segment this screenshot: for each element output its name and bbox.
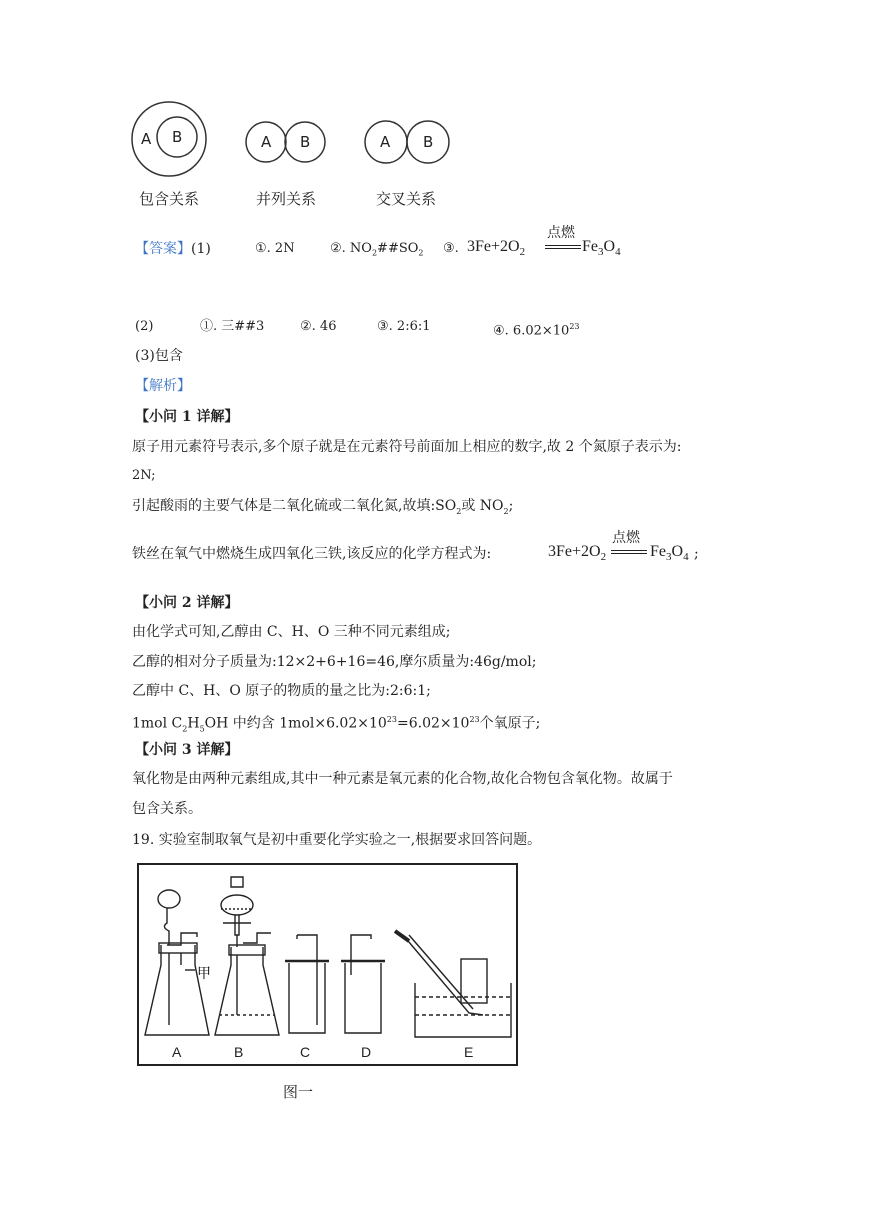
q1-line-2: 2N; (132, 468, 156, 483)
answer-p2-item1: ①. 三##3 (200, 319, 265, 334)
venn-parallel (246, 122, 325, 162)
answer-p2-item3: ③. 2:6:1 (377, 319, 431, 334)
venn-cross-b: B (423, 133, 434, 151)
q2-line-1: 由化学式可知,乙醇由 C、H、O 三种不同元素组成; (132, 624, 451, 640)
answer-p2-item4: ④. $6.02\times 10^{23}$ (493, 322, 580, 339)
venn-cross (365, 121, 449, 163)
apparatus-figure (137, 863, 518, 1066)
analysis-tag: 【解析】 (135, 378, 191, 394)
venn-cross-caption: 交叉关系 (376, 190, 437, 208)
q1-heading: 【小问 1 详解】 (135, 409, 239, 425)
equation-1-condition: 点燃 (547, 225, 575, 241)
label-A: A (172, 1044, 182, 1060)
equation-2-product: $Fe_3O_4$ (650, 543, 689, 564)
venn-include-a: A (141, 130, 152, 148)
venn-parallel-caption: 并列关系 (256, 190, 317, 208)
q3-line-2: 包含关系。 (132, 801, 202, 817)
answer-p2-label: (2) (135, 319, 154, 334)
equation-2-arrow (611, 550, 647, 554)
q2-heading: 【小问 2 详解】 (135, 595, 239, 611)
question-19-text: 19. 实验室制取氧气是初中重要化学实验之一,根据要求回答问题。 (132, 832, 542, 848)
q1-line-3: 引起酸雨的主要气体是二氧化硫或二氧化氮,故填$:SO_2$或 $NO_2$; (132, 498, 514, 516)
answer-line-1 (135, 239, 211, 259)
label-C: C (300, 1044, 311, 1060)
answer-p1-item2: ②. $NO_2\#\#SO_2$ (330, 241, 424, 258)
venn-include-caption: 包含关系 (139, 190, 200, 208)
answer-p1-item1: ①. 2N (255, 241, 295, 256)
q3-heading: 【小问 3 详解】 (135, 742, 239, 758)
equation-2-reactants: $3Fe+2O_2$ (548, 543, 607, 564)
label-E: E (464, 1044, 474, 1060)
q1-line-4-end: ; (694, 546, 699, 562)
venn-cross-a: A (380, 133, 391, 151)
answer-tag: 【答案】 (135, 241, 191, 257)
venn-parallel-b: B (300, 133, 311, 151)
equation-1-product: $Fe_3O_4$ (582, 238, 621, 259)
q1-line-1: 原子用元素符号表示,多个原子就是在元素符号前面加上相应的数字,故 2 个氮原子表示为: (132, 439, 682, 455)
apparatus-drawing (139, 865, 516, 1064)
label-jia: 甲 (197, 965, 211, 981)
venn-parallel-a: A (261, 133, 272, 151)
q2-line-4: 1mol $C_2H_5OH$ 中约含 $1mol\times 6.02\times 10^{23}=6.02\times 10^{23}$个氧原子; (132, 715, 541, 734)
q2-line-2: 乙醇的相对分子质量为:12×2+6+16=46,摩尔质量为:46g/mol; (132, 654, 537, 670)
answer-p1-label: (1) (191, 241, 211, 257)
equation-2-condition: 点燃 (612, 530, 640, 546)
q1-line-4: 铁丝在氧气中燃烧生成四氧化三铁,该反应的化学方程式为: (132, 546, 492, 562)
q2-line-3: 乙醇中 C、H、O 原子的物质的量之比为:2:6:1; (132, 683, 431, 699)
answer-p2-item2: ②. 46 (300, 319, 337, 334)
equation-1-reactants: $3Fe+2O_2$ (467, 238, 526, 259)
figure-caption: 图一 (283, 1084, 314, 1101)
equation-1-arrow (545, 245, 581, 249)
venn-include-b: B (172, 128, 183, 146)
q3-line-1: 氧化物是由两种元素组成,其中一种元素是氧元素的化合物,故化合物包含氧化物。故属于 (132, 771, 673, 787)
label-B: B (234, 1044, 244, 1060)
label-D: D (361, 1044, 372, 1060)
answer-p3: (3)包含 (135, 348, 183, 364)
answer-p1-item3: ③. (443, 241, 459, 256)
